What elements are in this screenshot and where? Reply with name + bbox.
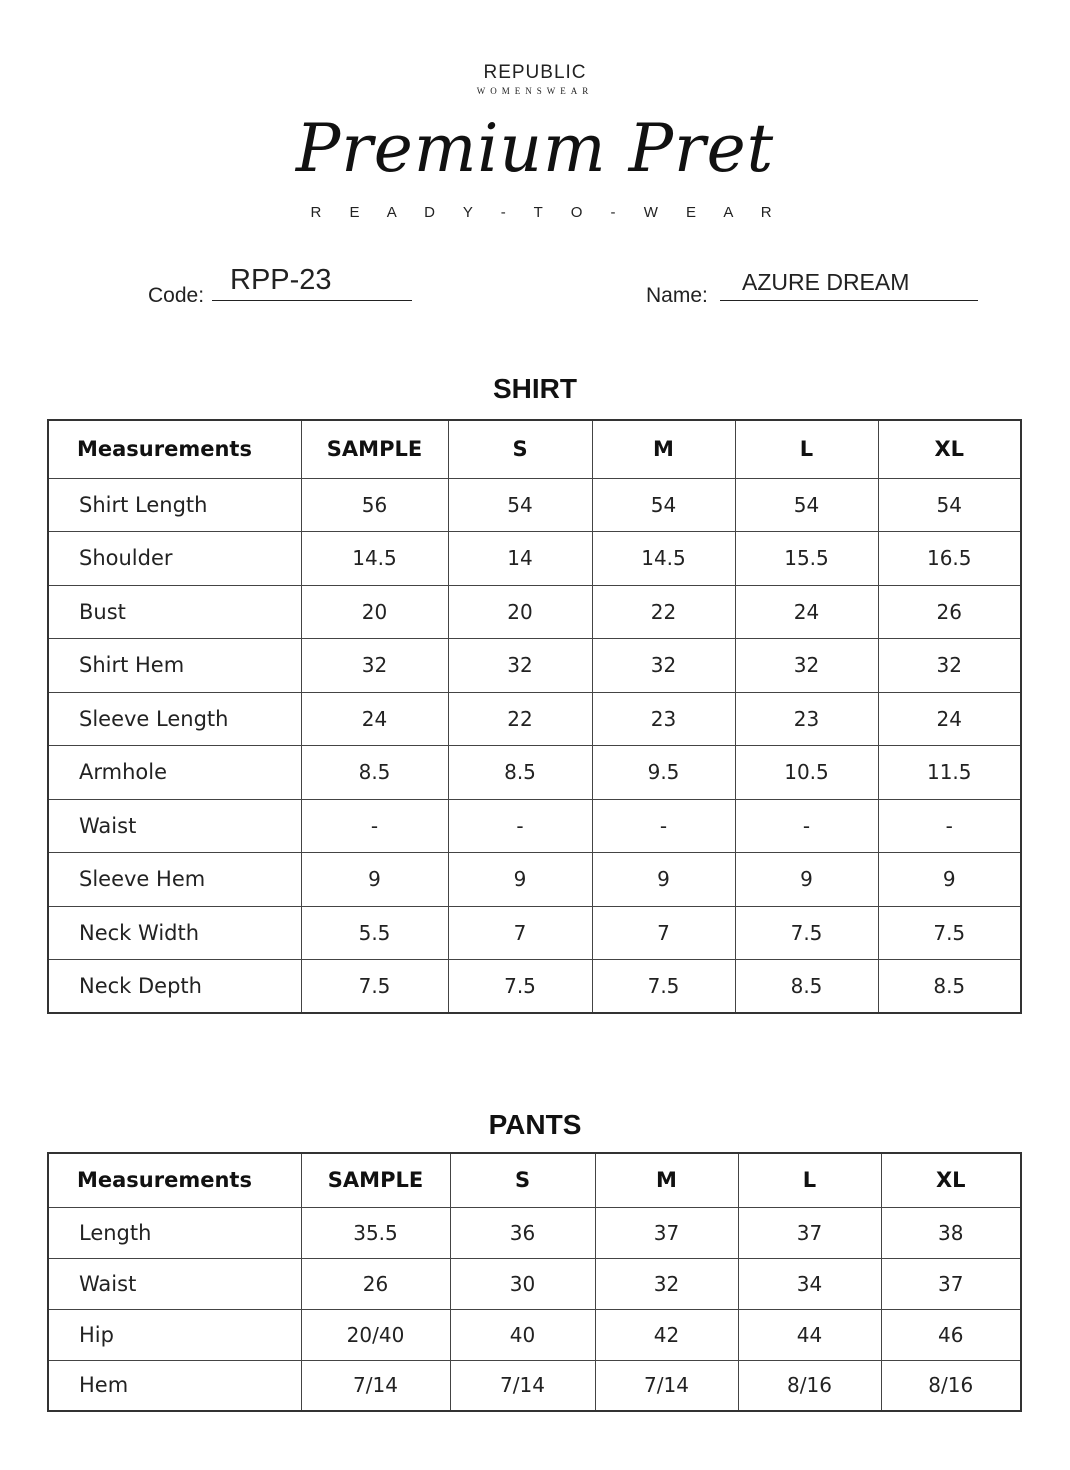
measurement-value: 20/40	[301, 1309, 450, 1360]
shirt-section-title: SHIRT	[493, 373, 577, 404]
pants-header-row	[48, 1153, 1021, 1207]
measurement-value: -	[878, 799, 1021, 853]
measurement-value: 54	[735, 478, 878, 532]
measurement-value: 7	[592, 906, 735, 960]
pants-size-table	[47, 1152, 1022, 1412]
collection-logo: Premium Pret	[295, 110, 775, 187]
measurement-value: 7/14	[450, 1360, 595, 1411]
column-header-size: M	[595, 1153, 738, 1207]
measurement-value: 7/14	[301, 1360, 450, 1411]
measurement-value: 8/16	[881, 1360, 1021, 1411]
measurement-value: 44	[738, 1309, 881, 1360]
measurement-value: 7	[448, 906, 592, 960]
measurement-value: 40	[450, 1309, 595, 1360]
measurement-value: 7.5	[735, 906, 878, 960]
measurement-value: 24	[301, 692, 448, 746]
column-header-size: S	[450, 1153, 595, 1207]
code-value: RPP-23	[230, 264, 332, 296]
measurement-value: 14.5	[592, 532, 735, 586]
name-label: Name:	[646, 284, 708, 307]
measurement-value: 9	[301, 853, 448, 907]
measurement-value: 8.5	[735, 960, 878, 1014]
measurement-value: 10.5	[735, 746, 878, 800]
measurement-value: 35.5	[301, 1207, 450, 1258]
measurement-value: -	[735, 799, 878, 853]
column-header-size: L	[738, 1153, 881, 1207]
table-row	[48, 1207, 1021, 1258]
measurement-value: 23	[592, 692, 735, 746]
measurement-value: 20	[301, 585, 448, 639]
column-header-measurements: Measurements	[48, 420, 301, 478]
measurement-value: -	[592, 799, 735, 853]
measurement-value: 42	[595, 1309, 738, 1360]
measurement-value: 15.5	[735, 532, 878, 586]
table-row	[48, 746, 1021, 800]
measurement-value: 37	[881, 1258, 1021, 1309]
measurement-value: 37	[595, 1207, 738, 1258]
table-row	[48, 478, 1021, 532]
measurement-name: Shirt Length	[48, 478, 301, 532]
measurement-name: Shoulder	[48, 532, 301, 586]
shirt-size-table	[47, 419, 1022, 1014]
column-header-size: L	[735, 420, 878, 478]
column-header-size: M	[592, 420, 735, 478]
measurement-value: 23	[735, 692, 878, 746]
measurement-value: -	[301, 799, 448, 853]
table-row	[48, 1309, 1021, 1360]
measurement-value: 8.5	[301, 746, 448, 800]
measurement-name: Waist	[48, 799, 301, 853]
measurement-value: 8.5	[448, 746, 592, 800]
measurement-value: 26	[878, 585, 1021, 639]
measurement-name: Length	[48, 1207, 301, 1258]
measurement-value: 32	[448, 639, 592, 693]
measurement-value: 36	[450, 1207, 595, 1258]
table-row	[48, 906, 1021, 960]
table-row	[48, 960, 1021, 1014]
measurement-value: 9	[448, 853, 592, 907]
measurement-value: 14.5	[301, 532, 448, 586]
column-header-size: SAMPLE	[301, 420, 448, 478]
measurement-value: -	[448, 799, 592, 853]
measurement-name: Hip	[48, 1309, 301, 1360]
measurement-value: 16.5	[878, 532, 1021, 586]
table-row	[48, 639, 1021, 693]
measurement-value: 54	[592, 478, 735, 532]
measurement-value: 32	[878, 639, 1021, 693]
measurement-name: Neck Depth	[48, 960, 301, 1014]
pants-section-title: PANTS	[488, 1109, 582, 1140]
measurement-value: 26	[301, 1258, 450, 1309]
measurement-value: 7.5	[301, 960, 448, 1014]
measurement-value: 9	[878, 853, 1021, 907]
measurement-value: 8.5	[878, 960, 1021, 1014]
measurement-value: 9	[735, 853, 878, 907]
measurement-value: 11.5	[878, 746, 1021, 800]
measurement-value: 7.5	[592, 960, 735, 1014]
measurement-name: Bust	[48, 585, 301, 639]
measurement-name: Waist	[48, 1258, 301, 1309]
column-header-size: XL	[878, 420, 1021, 478]
brand-subtitle: WOMENSWEAR	[476, 86, 594, 96]
table-row	[48, 692, 1021, 746]
measurement-value: 24	[735, 585, 878, 639]
column-header-size: SAMPLE	[301, 1153, 450, 1207]
measurement-value: 7.5	[448, 960, 592, 1014]
brand-name: REPUBLIC	[483, 62, 587, 83]
table-row	[48, 799, 1021, 853]
measurement-value: 30	[450, 1258, 595, 1309]
measurement-value: 14	[448, 532, 592, 586]
measurement-name: Shirt Hem	[48, 639, 301, 693]
measurement-name: Armhole	[48, 746, 301, 800]
measurement-value: 56	[301, 478, 448, 532]
column-header-size: XL	[881, 1153, 1021, 1207]
measurement-value: 9	[592, 853, 735, 907]
column-header-measurements: Measurements	[48, 1153, 301, 1207]
measurement-value: 5.5	[301, 906, 448, 960]
measurement-name: Sleeve Hem	[48, 853, 301, 907]
name-underline	[720, 300, 978, 301]
measurement-value: 20	[448, 585, 592, 639]
shirt-header-row	[48, 420, 1021, 478]
measurement-value: 32	[735, 639, 878, 693]
measurement-name: Neck Width	[48, 906, 301, 960]
measurement-value: 22	[448, 692, 592, 746]
measurement-name: Sleeve Length	[48, 692, 301, 746]
name-value: AZURE DREAM	[742, 269, 910, 295]
table-row	[48, 1360, 1021, 1411]
collection-tagline: R E A D Y - T O - W E A R	[310, 204, 784, 221]
measurement-value: 24	[878, 692, 1021, 746]
measurement-value: 34	[738, 1258, 881, 1309]
table-row	[48, 1258, 1021, 1309]
measurement-value: 54	[448, 478, 592, 532]
table-row	[48, 532, 1021, 586]
measurement-value: 32	[595, 1258, 738, 1309]
measurement-value: 32	[592, 639, 735, 693]
measurement-value: 7.5	[878, 906, 1021, 960]
measurement-value: 54	[878, 478, 1021, 532]
code-label: Code:	[148, 284, 205, 307]
table-row	[48, 585, 1021, 639]
table-row	[48, 853, 1021, 907]
measurement-name: Hem	[48, 1360, 301, 1411]
measurement-value: 46	[881, 1309, 1021, 1360]
measurement-value: 38	[881, 1207, 1021, 1258]
measurement-value: 7/14	[595, 1360, 738, 1411]
measurement-value: 9.5	[592, 746, 735, 800]
measurement-value: 37	[738, 1207, 881, 1258]
measurement-value: 8/16	[738, 1360, 881, 1411]
measurement-value: 32	[301, 639, 448, 693]
code-underline	[212, 300, 412, 301]
column-header-size: S	[448, 420, 592, 478]
measurement-value: 22	[592, 585, 735, 639]
